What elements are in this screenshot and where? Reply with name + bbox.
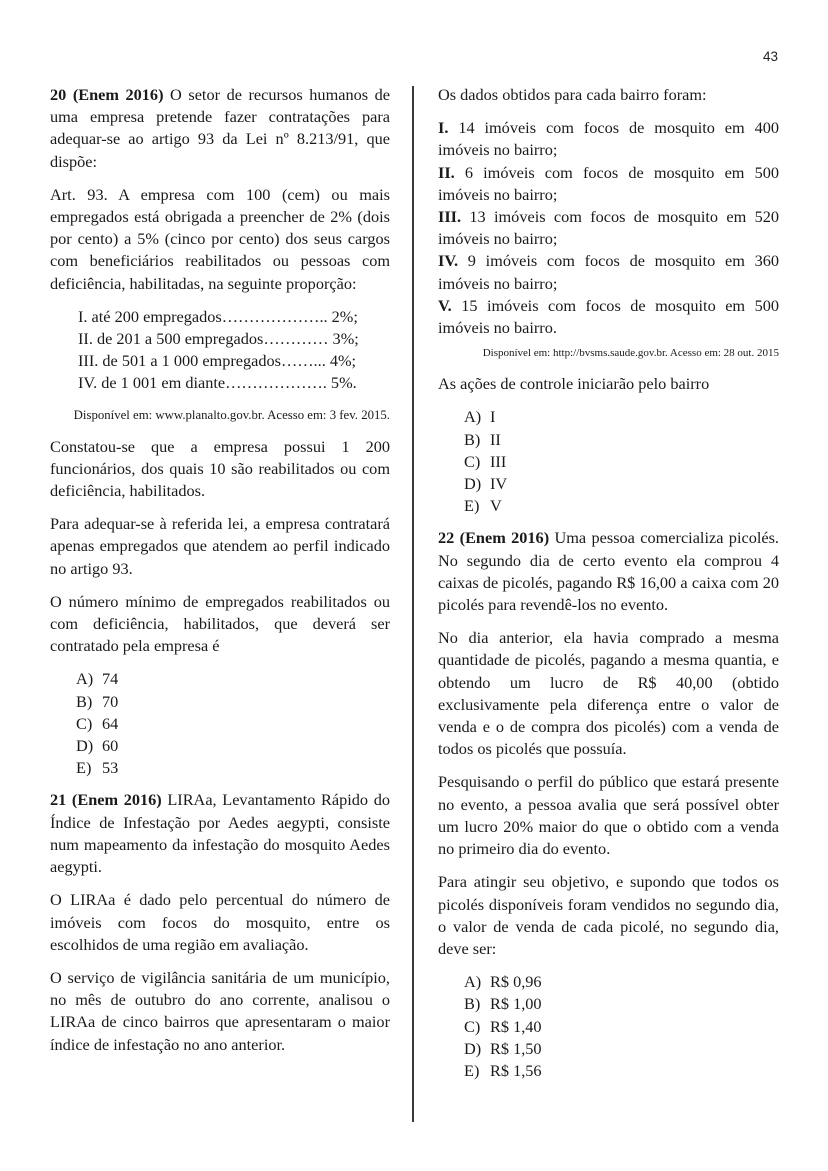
- source-citation: Disponível em: http://bvsms.saude.gov.br. Acesso em: 28 out. 2015: [482, 347, 779, 360]
- paragraph: No dia anterior, ela havia comprado a mesma quantidade de picolés, pagando a mesma quantia, e obtendo um lucro de R$ 40,00 (obtido exclusivamente pela diferença entre o valor de venda e o de compra dos picolés) com a venda de todos os picolés que possuía.: [438, 628, 779, 759]
- option-a[interactable]: A) I: [464, 407, 496, 427]
- answer-options: [76, 668, 390, 779]
- question-22-intro: 22 (Enem 2016) Uma pessoa comercializa picolés. No segundo dia de certo evento ela comprou 4 caixas de picolés, pagando R$ 16,00 a caixa com 20 picolés para revendê-los no evento.: [438, 528, 779, 615]
- answer-options: [464, 406, 779, 517]
- proportion-item: IV. de 1 001 em diante………………. 5%.: [78, 373, 357, 393]
- option-d[interactable]: D) 60: [76, 736, 119, 756]
- question-21-continued: [438, 84, 779, 517]
- answer-options: [464, 971, 779, 1082]
- paragraph: Para atingir seu objetivo, e supondo que todos os picolés disponíveis foram vendidos no segundo dia, o valor de venda de cada picolé, no segundo dia, deve ser:: [438, 872, 779, 958]
- question-20: [50, 84, 390, 779]
- bairro-item: IV. 9 imóveis com focos de mosquito em 360 imóveis no bairro;: [438, 251, 779, 293]
- paragraph: Para adequar-se à referida lei, a empresa contratará apenas empregados que atendem ao perfil indicado no artigo 93.: [50, 514, 390, 578]
- option-b[interactable]: B) II: [464, 429, 501, 449]
- left-column: [50, 84, 390, 1067]
- bairro-item: III. 13 imóveis com focos de mosquito em 520 imóveis no bairro;: [438, 207, 779, 249]
- option-c[interactable]: C) 64: [76, 713, 119, 733]
- paragraph: Constatou-se que a empresa possui 1 200 funcionários, dos quais 10 são reabilitados ou com deficiência, habilitados.: [50, 436, 390, 501]
- column-divider: [412, 86, 414, 1122]
- proportion-list: [78, 306, 368, 395]
- option-a[interactable]: A) 74: [76, 669, 119, 689]
- bairro-item: I. 14 imóveis com focos de mosquito em 400 imóveis no bairro;: [438, 118, 779, 160]
- option-b[interactable]: B) R$ 1,00: [464, 994, 542, 1014]
- paragraph: O número mínimo de empregados reabilitados ou com deficiência, habilitados, que deverá ser contratado pela empresa é: [50, 591, 390, 656]
- option-e[interactable]: E) R$ 1,56: [464, 1060, 542, 1080]
- data-intro: Os dados obtidos para cada bairro foram:: [438, 85, 707, 104]
- option-b[interactable]: B) 70: [76, 691, 119, 711]
- source-citation: Disponível em: www.planalto.gov.br. Acesso em: 3 fev. 2015.: [73, 407, 390, 422]
- bairro-list: [438, 117, 779, 339]
- question-number: 22 (Enem 2016): [438, 528, 550, 548]
- right-column: [438, 84, 779, 1092]
- option-e[interactable]: E) V: [464, 496, 502, 516]
- question-20-intro: 20 (Enem 2016) O setor de recursos humanos de uma empresa pretende fazer contratações para adequar-se ao artigo 93 da Lei nº 8.213/91, que dispõe:: [50, 85, 390, 171]
- option-c[interactable]: C) III: [464, 451, 507, 471]
- question-number: 21 (Enem 2016): [50, 790, 162, 810]
- proportion-item: III. de 501 a 1 000 empregados……... 4%;: [78, 351, 357, 371]
- option-d[interactable]: D) R$ 1,50: [464, 1038, 542, 1058]
- paragraph: O LIRAa é dado pelo percentual do número de imóveis com focos do mosquito, entre os escolhidos de uma região em avaliação.: [50, 890, 390, 954]
- proportion-item: I. até 200 empregados……………….. 2%;: [78, 306, 358, 326]
- question-number: 20 (Enem 2016): [50, 85, 164, 104]
- article-text: Art. 93. A empresa com 100 (cem) ou mais empregados está obrigada a preencher de 2% (dois por cento) a 5% (cinco por cento) dos seus cargos com beneficiários reabilitados ou pessoas com deficiência, habilitadas, na seguinte proporção:: [50, 184, 390, 293]
- option-c[interactable]: C) R$ 1,40: [464, 1016, 542, 1036]
- question-prompt: As ações de controle iniciarão pelo bairro: [438, 374, 710, 394]
- question-21: [50, 789, 390, 1055]
- option-e[interactable]: E) 53: [76, 758, 119, 778]
- question-21-intro: 21 (Enem 2016) LIRAa, Levantamento Rápido do Índice de Infestação por Aedes aegypti, consiste num mapeamento da infestação do mosquito Aedes aegypti.: [50, 790, 390, 877]
- option-a[interactable]: A) R$ 0,96: [464, 972, 542, 992]
- paragraph: Pesquisando o perfil do público que estará presente no evento, a pessoa avalia que será possível obter um lucro 20% maior do que o obtido com a venda no primeiro dia do evento.: [438, 772, 779, 859]
- bairro-item: II. 6 imóveis com focos de mosquito em 500 imóveis no bairro;: [438, 162, 779, 204]
- question-22: [438, 527, 779, 1082]
- proportion-item: II. de 201 a 500 empregados………… 3%;: [78, 329, 359, 349]
- paragraph: O serviço de vigilância sanitária de um município, no mês de outubro do ano corrente, analisou o LIRAa de cinco bairros que apresentaram o maior índice de infestação no ano anterior.: [50, 967, 390, 1054]
- page-number: 43: [762, 49, 778, 64]
- option-d[interactable]: D) IV: [464, 474, 508, 494]
- bairro-item: V. 15 imóveis com focos de mosquito em 500 imóveis no bairro.: [438, 295, 779, 338]
